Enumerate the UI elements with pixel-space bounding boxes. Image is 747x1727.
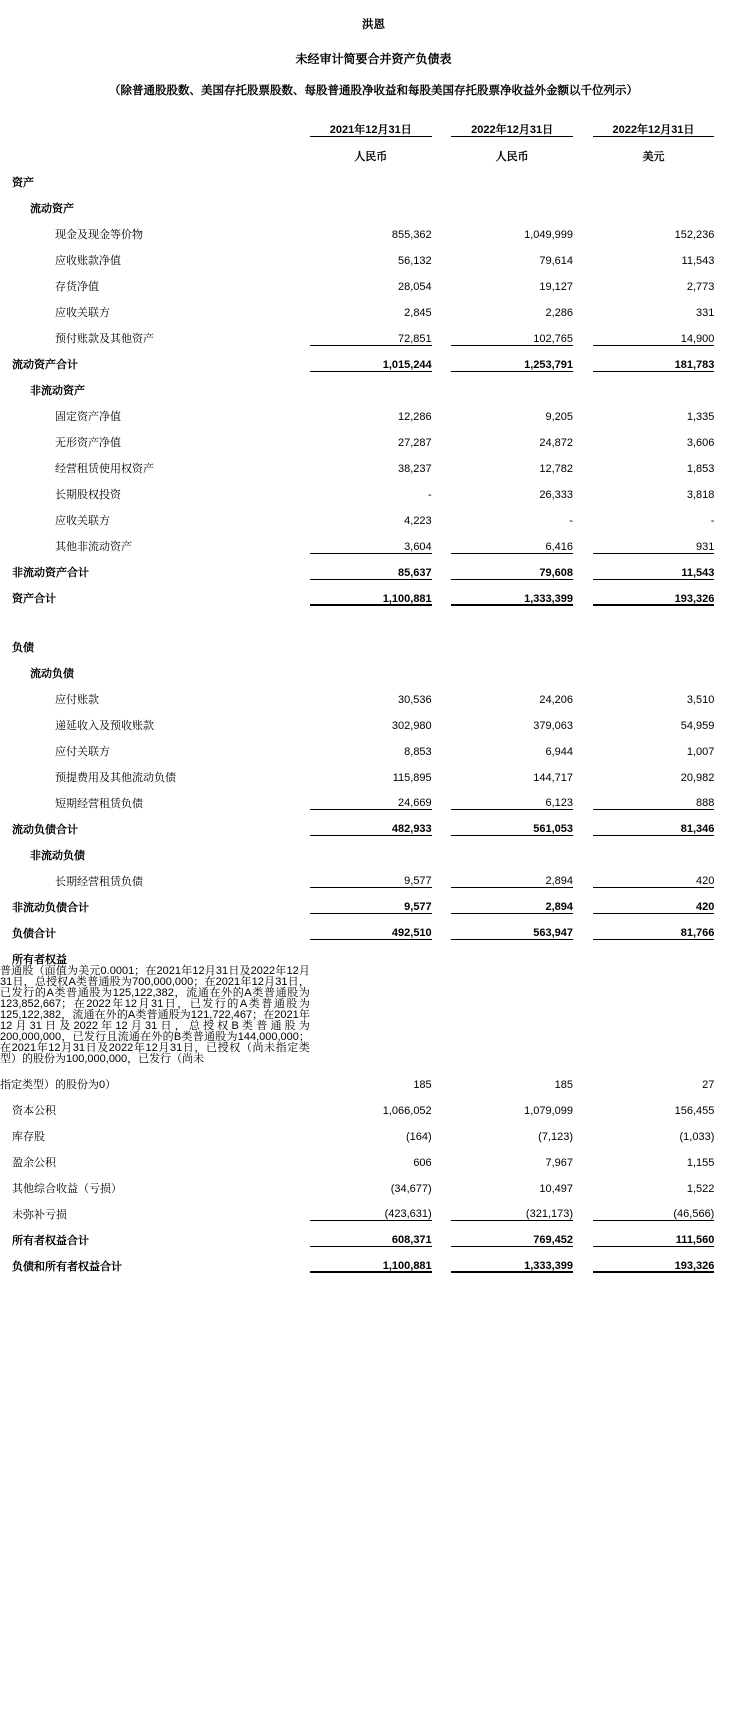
row-label: 非流动资产合计	[12, 567, 89, 580]
row-label: 负债合计	[12, 927, 56, 940]
row-value-col2: 144,717	[533, 771, 574, 784]
table-row-aoci	[0, 1169, 747, 1195]
table-row-statutory-reserves	[0, 1143, 747, 1169]
row-label: 应收关联方	[55, 515, 110, 528]
row-value-col2: 2,894	[451, 888, 573, 914]
row-value-col1: (34,677)	[390, 1182, 432, 1195]
row-label: 应付关联方	[55, 745, 110, 758]
row-value-col1: 9,577	[310, 888, 432, 914]
row-label: 流动负债合计	[12, 823, 78, 836]
row-value-col2: 79,614	[539, 255, 574, 268]
current-assets-heading-label: 流动资产	[30, 203, 74, 216]
table-row-other-noncurrent-assets	[0, 527, 747, 553]
row-value-col3: 81,766	[593, 914, 715, 940]
statement-title: 未经审计简要合并资产负债表	[295, 51, 452, 66]
row-label: 无形资产净值	[55, 437, 121, 450]
row-value-col2: 24,206	[539, 693, 574, 706]
row-value-col3: 1,335	[686, 411, 715, 424]
row-value-col1: -	[428, 489, 432, 502]
row-value-col2: 1,333,399	[451, 579, 573, 605]
row-value-col3: 1,007	[686, 745, 715, 758]
table-row-due-to-related	[0, 732, 747, 758]
table-row-inventory	[0, 267, 747, 293]
row-value-col3: 81,346	[593, 810, 715, 836]
table-row-ppe	[0, 397, 747, 423]
table-row-deferred-revenue	[0, 706, 747, 732]
row-value-col2: 6,416	[545, 540, 574, 553]
row-label: 长期经营租赁负债	[55, 875, 143, 888]
row-value-col2: 1,079,099	[524, 1104, 574, 1117]
table-row-total-noncurrent-assets	[0, 553, 747, 579]
row-value-col3: 193,326	[593, 1247, 715, 1273]
row-value-col2: 102,765	[533, 332, 574, 345]
row-value-col3: 181,783	[593, 345, 715, 371]
row-value-col1: 30,536	[398, 693, 432, 706]
section-heading-liabilities	[0, 628, 747, 654]
table-row-total-current-liabilities	[0, 810, 747, 836]
row-value-col1: 1,100,881	[310, 1247, 432, 1273]
row-value-col1: 24,669	[398, 797, 432, 810]
row-value-col1: 2,845	[404, 307, 432, 320]
row-value-col1: 185	[413, 1078, 432, 1091]
row-value-col2: 2,286	[545, 307, 574, 320]
row-value-col2: 10,497	[539, 1182, 574, 1195]
table-row-ordinary-shares-paragraph	[0, 966, 747, 1065]
row-label: 短期经营租赁负债	[55, 797, 143, 810]
row-value-col3: 1,853	[686, 463, 715, 476]
row-value-col3: 1,522	[686, 1182, 715, 1195]
row-value-col1: 12,286	[398, 411, 432, 424]
table-row-total-assets	[0, 579, 747, 605]
table-row-total-equity	[0, 1221, 747, 1247]
row-value-col2: 563,947	[451, 914, 573, 940]
document-titles	[0, 0, 747, 99]
table-row-accrued	[0, 758, 747, 784]
column-header-date-2: 2022年12月31日	[471, 124, 554, 137]
row-label: 非流动负债合计	[12, 901, 89, 914]
row-value-col1: 85,637	[310, 553, 432, 579]
noncurrent-liabilities-heading-label: 非流动负债	[30, 849, 85, 862]
table-row-ordinary-shares-value	[0, 1065, 747, 1091]
column-header-currency-2: 人民币	[495, 151, 529, 164]
liabilities-heading-label: 负债	[12, 641, 34, 654]
table-row-cash	[0, 215, 747, 241]
row-label: 其他综合收益（亏损）	[12, 1182, 122, 1195]
row-value-col1: 72,851	[398, 332, 432, 345]
units-note: （除普通股股数、美国存托股票股数、每股普通股净收益和每股美国存托股票净收益外金额以千位列示）	[109, 84, 638, 97]
column-header-date-1: 2021年12月31日	[329, 124, 412, 137]
row-label: 库存股	[12, 1130, 45, 1143]
table-row-total-liabilities	[0, 914, 747, 940]
table-row-due-from-related-noncurrent	[0, 501, 747, 527]
row-value-col1: 1,015,244	[310, 345, 432, 371]
assets-heading-label: 资产	[12, 177, 34, 190]
row-value-col1: 1,066,052	[382, 1104, 432, 1117]
row-value-col2: 1,333,399	[451, 1247, 573, 1273]
row-value-col3: 156,455	[674, 1104, 715, 1117]
row-value-col1: 4,223	[404, 515, 432, 528]
row-value-col2: 24,872	[539, 437, 574, 450]
table-row-accounts-payable	[0, 680, 747, 706]
row-value-col3: (1,033)	[679, 1130, 715, 1143]
column-header-dates-row	[0, 125, 747, 136]
balance-sheet-table	[0, 125, 747, 1273]
row-label: 固定资产净值	[55, 411, 121, 424]
row-value-col3: 331	[696, 307, 715, 320]
row-value-col2: 6,123	[545, 797, 574, 810]
row-value-col1: (164)	[405, 1130, 432, 1143]
row-value-col2: 185	[554, 1078, 574, 1091]
row-label: 盈余公积	[12, 1156, 56, 1169]
row-value-col3: 1,155	[686, 1156, 715, 1169]
current-liabilities-heading-label: 流动负债	[30, 667, 74, 680]
row-label: 现金及现金等价物	[55, 229, 143, 242]
table-row-total-noncurrent-liabilities	[0, 888, 747, 914]
row-value-col2: -	[569, 515, 574, 528]
row-value-col2: 12,782	[539, 463, 574, 476]
row-value-col2: 79,608	[451, 553, 573, 579]
section-heading-noncurrent-assets	[0, 371, 747, 397]
row-value-col1: 3,604	[404, 540, 432, 553]
table-row-accounts-receivable	[0, 241, 747, 267]
row-value-col2: 19,127	[539, 281, 574, 294]
row-value-col3: 11,543	[681, 255, 715, 268]
row-value-col1: 608,371	[310, 1221, 432, 1247]
row-value-col3: 3,510	[686, 693, 715, 706]
table-row-total-liabilities-and-equity	[0, 1247, 747, 1273]
row-value-col3: 193,326	[593, 579, 715, 605]
header-spacer	[0, 125, 310, 136]
row-value-col1: 115,895	[392, 771, 432, 784]
row-value-col3: (46,566)	[673, 1208, 715, 1221]
row-label: 应付账款	[55, 693, 99, 706]
row-label: 所有者权益合计	[12, 1234, 89, 1247]
section-heading-current-liabilities	[0, 654, 747, 680]
row-label: 其他非流动资产	[55, 541, 132, 554]
row-value-col3: -	[710, 515, 715, 528]
row-value-col3: 3,818	[686, 489, 715, 502]
column-header-date-3: 2022年12月31日	[612, 124, 695, 137]
table-row-treasury-stock	[0, 1117, 747, 1143]
row-value-col2: 1,049,999	[524, 229, 574, 242]
row-label: 未弥补亏损	[12, 1208, 67, 1221]
row-label: 递延收入及预收账款	[55, 719, 154, 732]
row-value-col2: 769,452	[451, 1221, 573, 1247]
row-value-col2: 2,894	[545, 875, 574, 888]
row-value-col3: 931	[696, 540, 715, 553]
row-label: 负债和所有者权益合计	[12, 1260, 122, 1273]
row-value-col1: (423,631)	[384, 1208, 432, 1221]
table-row-short-term-lease	[0, 784, 747, 810]
section-heading-noncurrent-liabilities	[0, 836, 747, 862]
table-row-long-term-lease	[0, 862, 747, 888]
row-label: 经营租赁使用权资产	[55, 463, 154, 476]
row-value-col1: 855,362	[391, 229, 432, 242]
row-label: 流动资产合计	[12, 359, 78, 372]
column-header-currency-row	[0, 137, 747, 163]
row-value-col2: 9,205	[545, 411, 574, 424]
row-value-col3: 14,900	[680, 332, 715, 345]
row-value-col3: 888	[696, 797, 715, 810]
row-value-col3: 11,543	[593, 553, 715, 579]
row-value-col2: 379,063	[533, 719, 574, 732]
row-value-col3: 420	[696, 875, 715, 888]
row-value-col1: 28,054	[398, 281, 432, 294]
row-value-col2: 7,967	[545, 1156, 574, 1169]
column-header-currency-3: 美元	[642, 151, 665, 164]
row-value-col1: 38,237	[398, 463, 432, 476]
ordinary-shares-description-last-line: 指定类型）的股份为0）	[0, 1078, 117, 1091]
row-label: 应收账款净值	[55, 255, 121, 268]
row-value-col2: (321,173)	[525, 1208, 574, 1221]
row-value-col1: 482,933	[310, 810, 432, 836]
column-header-currency-1: 人民币	[354, 151, 388, 164]
table-row-additional-paid-in-capital	[0, 1091, 747, 1117]
row-value-col2: 561,053	[451, 810, 573, 836]
row-label: 资产合计	[12, 593, 56, 606]
row-label: 长期股权投资	[55, 489, 121, 502]
table-row-lt-equity-investment	[0, 475, 747, 501]
row-value-col1: 27,287	[398, 437, 432, 450]
row-label: 预提费用及其他流动负债	[55, 771, 176, 784]
row-value-col1: 1,100,881	[310, 579, 432, 605]
equity-heading-label: 所有者权益	[12, 953, 67, 966]
row-value-col2: 26,333	[539, 489, 574, 502]
row-value-col1: 8,853	[404, 745, 432, 758]
row-label: 预付账款及其他资产	[55, 333, 154, 346]
row-value-col2: 1,253,791	[451, 345, 573, 371]
table-row-rou-asset	[0, 449, 747, 475]
row-value-col3: 54,959	[680, 719, 715, 732]
section-heading-current-assets	[0, 189, 747, 215]
row-value-col2: 6,944	[545, 745, 574, 758]
company-name: 洪恩	[362, 19, 385, 31]
row-value-col1: 302,980	[391, 719, 432, 732]
row-value-col3: 152,236	[674, 229, 715, 242]
row-value-col3: 3,606	[686, 437, 715, 450]
table-row-intangible	[0, 423, 747, 449]
row-value-col3: 20,982	[680, 771, 715, 784]
table-row-due-from-related-current	[0, 293, 747, 319]
row-value-col3: 2,773	[686, 281, 715, 294]
row-label: 存货净值	[55, 281, 99, 294]
table-row-prepaid	[0, 319, 747, 345]
section-heading-equity	[0, 940, 747, 966]
row-value-col1: 56,132	[398, 255, 432, 268]
section-spacer	[0, 605, 747, 628]
row-value-col1: 606	[413, 1156, 432, 1169]
row-label: 应收关联方	[55, 307, 110, 320]
row-value-col3: 420	[593, 888, 715, 914]
row-value-col2: (7,123)	[538, 1130, 574, 1143]
table-row-total-current-assets	[0, 345, 747, 371]
row-value-col3: 27	[702, 1078, 715, 1091]
table-row-accumulated-deficit	[0, 1195, 747, 1221]
row-value-col1: 492,510	[310, 914, 432, 940]
row-label: 资本公积	[12, 1104, 56, 1117]
row-value-col1: 9,577	[404, 875, 432, 888]
section-heading-assets	[0, 163, 747, 189]
ordinary-shares-description: 普通股（面值为美元0.0001；在2021年12月31日及2022年12月31日，总授权A类普通股为700,000,000；在2021年12月31日，已发行的A类普通股为125,122,382，流通在外的A类普通股为123,852,667；在2022年12月31日，已发行的A类普通股为125,122,382，流通在外的A类普通股为121,722,467；在2021年12月31日及2022年12月31日，总授权B类普通股为200,000,000，已发行且流通在外的B类普通股为144,000,000；在2021年12月31日及2022年12月31日，已授权（尚未指定类型）的股份为100,000,000，已发行（尚未	[0, 964, 310, 1065]
noncurrent-assets-heading-label: 非流动资产	[30, 385, 85, 398]
row-value-col3: 111,560	[593, 1221, 715, 1247]
